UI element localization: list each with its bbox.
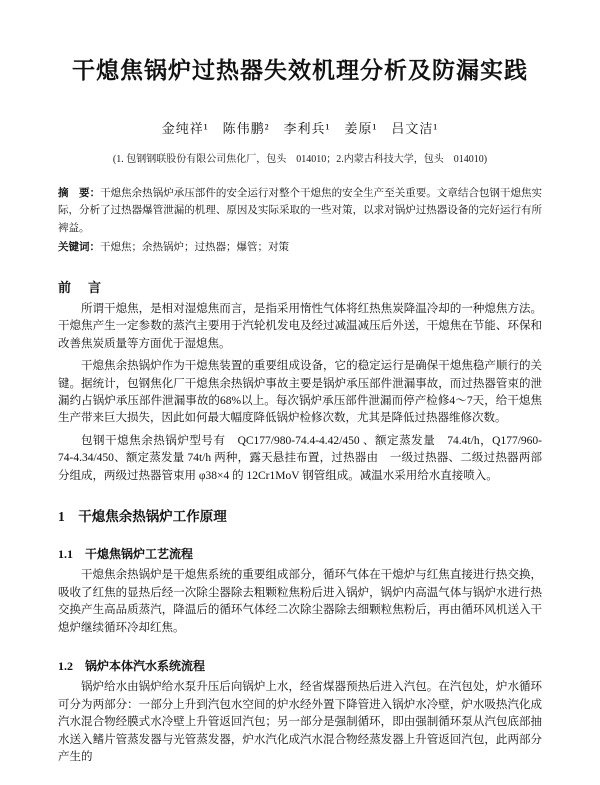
keywords-block: [58, 240, 542, 257]
intro-section-heading: 前 言: [58, 279, 104, 295]
intro-paragraph-2: 干熄焦余热锅炉作为干熄焦装置的重要组成设备，它的稳定运行是确保干熄焦稳产顺行的关键。据统计，包钢焦化厂干熄焦余热锅炉事故主要是锅炉承压部件泄漏事故，而过热器管束的泄漏约占锅炉承压部件泄漏事故的68%以上。每次锅炉承压部件泄漏而停产检修4～7天，给干熄焦生产带来巨大损失，因此如何最大幅度降低锅炉检修次数，尤其是降低过热器维修次数。: [58, 360, 542, 425]
intro-paragraph-1: 所谓干熄焦，是相对湿熄焦而言，是指采用惰性气体将红热焦炭降温冷却的一种熄焦方法。干熄焦产生一定参数的蒸汽主要用于汽轮机发电及经过减温减压后外送，干熄焦在节能、环保和改善焦炭质量等方面优于湿熄焦。: [58, 302, 542, 350]
abstract-label: 摘 要：: [58, 187, 101, 199]
section-1-1-heading: 1.1 干熄焦锅炉工艺流程: [58, 547, 194, 562]
section-1-2-heading: 1.2 锅炉本体汽水系统流程: [58, 659, 206, 674]
section-1-1-paragraph: 干熄焦余热锅炉是干熄焦系统的重要组成部分，循环气体在干熄炉与红焦直接进行热交换，吸收了红焦的显热后经一次除尘器除去粗颗粒焦粉后进入锅炉，锅炉内高温气体与锅炉水进行热交换产生高品质蒸汽，降温后的循环气体经二次除尘器除去细颗粒焦粉后，再由循环风机送入干熄炉继续循环冷却红焦。: [58, 569, 542, 634]
paper-title: 干熄焦锅炉过热器失效机理分析及防漏实践: [72, 58, 528, 83]
keywords-label: 关键词：: [58, 241, 100, 253]
section-1-2-paragraph: 锅炉给水由锅炉给水泵升压后向锅炉上水，经省煤器预热后进入汽包。在汽包处，炉水循环可分为两部分：一部分上升到汽包水空间的炉水经外置下降管进入锅炉水冷壁，炉水吸热汽化成汽水混合物经膜式水冷壁上升管返回汽包；另一部分是强制循环，即由强制循环泵从汽包底部抽水送入鳍片管蒸发器与光管蒸发器，炉水汽化成汽水混合物经蒸发器上升管返回汽包，此两部分产生的: [58, 681, 542, 764]
keywords-text: 干熄焦；余热锅炉；过热器；爆管；对策: [100, 241, 289, 253]
affiliation-line: (1. 包钢钢联股份有限公司焦化厂，包头 014010；2.内蒙古科技大学，包头 014010): [112, 153, 488, 165]
abstract-block: [58, 185, 542, 237]
section-1-heading: 1 干熄焦余热锅炉工作原理: [58, 509, 227, 525]
authors-line: 金纯祥¹ 陈伟鹏² 李利兵¹ 姜原¹ 吕文洁¹: [161, 120, 439, 136]
intro-paragraph-3: 包钢干熄焦余热锅炉型号有 QC177/980-74.4-4.42/450 、额定蒸发量 74.4t/h，Q177/960-74-4.34/450、额定蒸发量 74t/h 两种，露天悬挂布置，过热器由 一级过热器、二级过热器两部分组成，两级过热器管束用 φ38×4 的 12Cr1MoV 钢管组成。减温水采用给水直接喷入。: [58, 434, 542, 482]
abstract-text: 干熄焦余热锅炉承压部件的安全运行对整个干熄焦的安全生产至关重要。文章结合包钢干熄焦实际，分析了过热器爆管泄漏的机理、原因及实际采取的一些对策，以求对锅炉过热器设备的完好运行有所裨益。: [58, 187, 543, 234]
